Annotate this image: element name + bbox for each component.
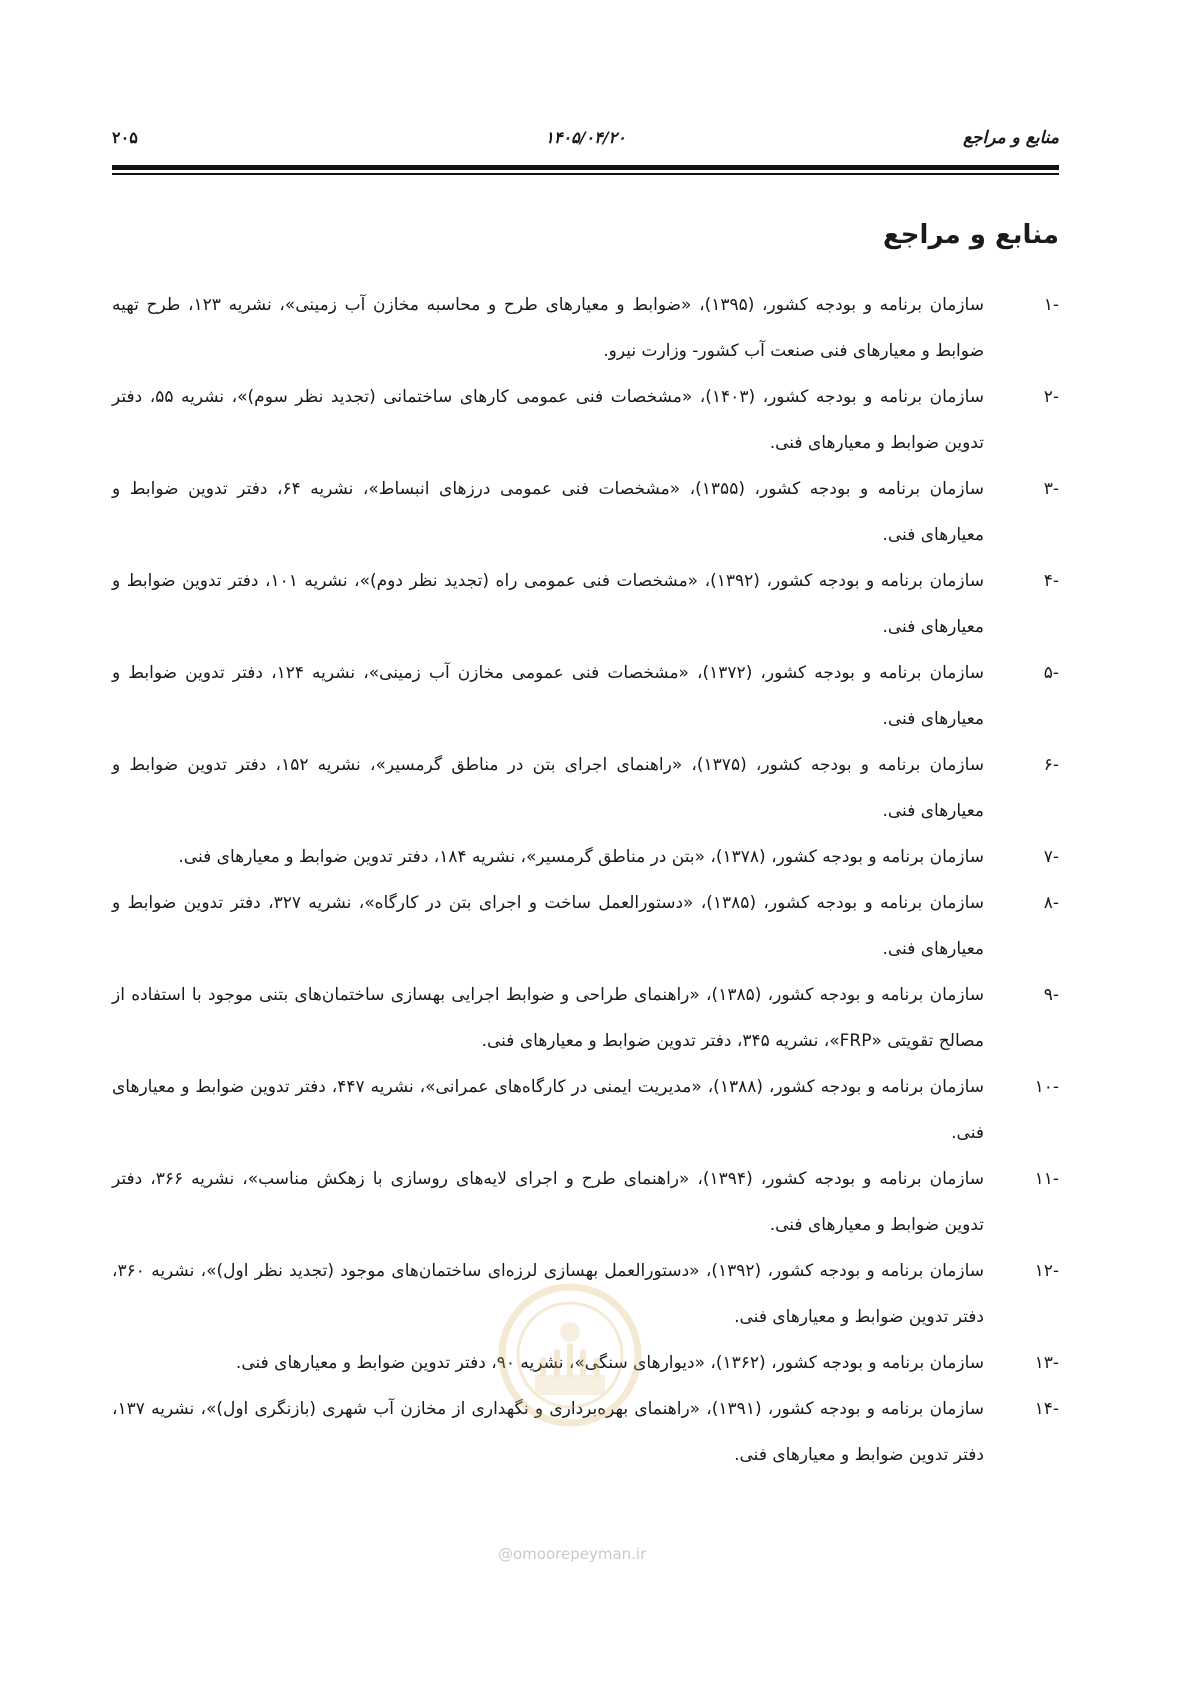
reference-number: -۱۱ bbox=[1034, 1169, 1059, 1189]
header-date: ۱۴۰۵/۰۴/۲۰ bbox=[545, 128, 626, 147]
reference-text: سازمان برنامه و بودجه کشور، (۱۳۸۸)، «مدیریت ایمنی در کارگاه‌های عمرانی»، نشریه ۴۴۷، دفتر تدوین ضوابط و معیارهای فنی. bbox=[112, 1077, 984, 1143]
reference-item bbox=[112, 1340, 1059, 1386]
reference-item bbox=[112, 558, 1059, 650]
reference-item bbox=[112, 834, 1059, 880]
reference-text: سازمان برنامه و بودجه کشور، (۱۳۷۵)، «راهنمای اجرای بتن در مناطق گرمسیر»، نشریه ۱۵۲، دفتر تدوین ضوابط و معیارهای فنی. bbox=[112, 755, 985, 821]
reference-list bbox=[112, 282, 1059, 1478]
reference-number: -۸ bbox=[1043, 893, 1059, 913]
header-divider-thick bbox=[112, 165, 1059, 170]
reference-item bbox=[112, 1248, 1059, 1340]
reference-text: سازمان برنامه و بودجه کشور، (۱۳۹۴)، «راهنمای طرح و اجرای لایه‌های روسازی با زهکش مناسب»، نشریه ۳۶۶، دفتر تدوین ضوابط و معیارهای فنی. bbox=[112, 1169, 984, 1235]
section-title: منابع و مراجع bbox=[883, 220, 1059, 250]
reference-number: -۶ bbox=[1043, 755, 1059, 775]
reference-item bbox=[112, 650, 1059, 742]
header-divider-thin bbox=[112, 173, 1059, 175]
reference-number: -۱۴ bbox=[1034, 1399, 1059, 1419]
page-number: ۲۰۵ bbox=[112, 128, 138, 147]
reference-text: سازمان برنامه و بودجه کشور، (۱۳۵۵)، «مشخصات فنی عمومی درزهای انبساط»، نشریه ۶۴، دفتر تدوین ضوابط و معیارهای فنی. bbox=[112, 479, 984, 545]
reference-number: -۹ bbox=[1043, 985, 1059, 1005]
watermark-text: @omoorepeyman.ir bbox=[498, 1545, 647, 1563]
reference-number: -۵ bbox=[1043, 663, 1059, 683]
reference-text: سازمان برنامه و بودجه کشور، (۱۳۷۲)، «مشخصات فنی عمومی مخازن آب زمینی»، نشریه ۱۲۴، دفتر تدوین ضوابط و معیارهای فنی. bbox=[112, 663, 984, 729]
reference-item bbox=[112, 466, 1059, 558]
reference-number: -۱ bbox=[1043, 295, 1059, 315]
reference-number: -۱۰ bbox=[1034, 1077, 1059, 1097]
page-header bbox=[112, 128, 1059, 158]
reference-item bbox=[112, 1064, 1059, 1156]
reference-text: سازمان برنامه و بودجه کشور، (۱۳۶۲)، «دیوارهای سنگی»، نشریه ۹۰، دفتر تدوین ضوابط و معیارهای فنی. bbox=[235, 1353, 984, 1373]
reference-text: سازمان برنامه و بودجه کشور، (۱۳۹۲)، «مشخصات فنی عمومی راه (تجدید نظر دوم)»، نشریه ۱۰۱، دفتر تدوین ضوابط و معیارهای فنی. bbox=[112, 571, 984, 637]
reference-number: -۳ bbox=[1043, 479, 1059, 499]
reference-number: -۴ bbox=[1043, 571, 1059, 591]
reference-text: سازمان برنامه و بودجه کشور، (۱۳۸۵)، «راهنمای طراحی و ضوابط اجرایی بهسازی ساختمان‌های بتنی موجود با استفاده از مصالح تقویتی «FRP»، نشریه ۳۴۵، دفتر تدوین ضوابط و معیارهای فنی. bbox=[112, 985, 984, 1051]
reference-item bbox=[112, 742, 1059, 834]
reference-text: سازمان برنامه و بودجه کشور، (۱۳۷۸)، «بتن در مناطق گرمسیر»، نشریه ۱۸۴، دفتر تدوین ضوابط و معیارهای فنی. bbox=[178, 847, 984, 867]
reference-item bbox=[112, 1156, 1059, 1248]
reference-text: سازمان برنامه و بودجه کشور، (۱۳۸۵)، «دستورالعمل ساخت و اجرای بتن در کارگاه»، نشریه ۳۲۷، دفتر تدوین ضوابط و معیارهای فنی. bbox=[112, 893, 984, 959]
reference-text: سازمان برنامه و بودجه کشور، (۱۳۹۵)، «ضوابط و معیارهای طرح و محاسبه مخازن آب زمینی»، نشریه ۱۲۳، طرح تهیه ضوابط و معیارهای فنی صنعت آب کشور- وزارت نیرو. bbox=[112, 295, 984, 361]
reference-text: سازمان برنامه و بودجه کشور، (۱۳۹۲)، «دستورالعمل بهسازی لرزه‌ای ساختمان‌های موجود (تجدید نظر اول)»، نشریه ۳۶۰، دفتر تدوین ضوابط و معیارهای فنی. bbox=[112, 1261, 985, 1327]
reference-number: -۷ bbox=[1043, 847, 1059, 867]
reference-item bbox=[112, 374, 1059, 466]
header-title: منابع و مراجع bbox=[962, 128, 1059, 148]
reference-number: -۲ bbox=[1043, 387, 1059, 407]
reference-item bbox=[112, 1386, 1059, 1478]
reference-text: سازمان برنامه و بودجه کشور، (۱۳۹۱)، «راهنمای بهره‌برداری و نگهداری از مخازن آب شهری (بازنگری اول)»، نشریه ۱۳۷، دفتر تدوین ضوابط و معیارهای فنی. bbox=[112, 1399, 984, 1465]
reference-item bbox=[112, 880, 1059, 972]
reference-item bbox=[112, 282, 1059, 374]
reference-number: -۱۲ bbox=[1034, 1261, 1059, 1281]
reference-number: -۱۳ bbox=[1034, 1353, 1059, 1373]
reference-text: سازمان برنامه و بودجه کشور، (۱۴۰۳)، «مشخصات فنی عمومی کارهای ساختمانی (تجدید نظر سوم)»، نشریه ۵۵، دفتر تدوین ضوابط و معیارهای فنی. bbox=[112, 387, 984, 453]
reference-item bbox=[112, 972, 1059, 1064]
